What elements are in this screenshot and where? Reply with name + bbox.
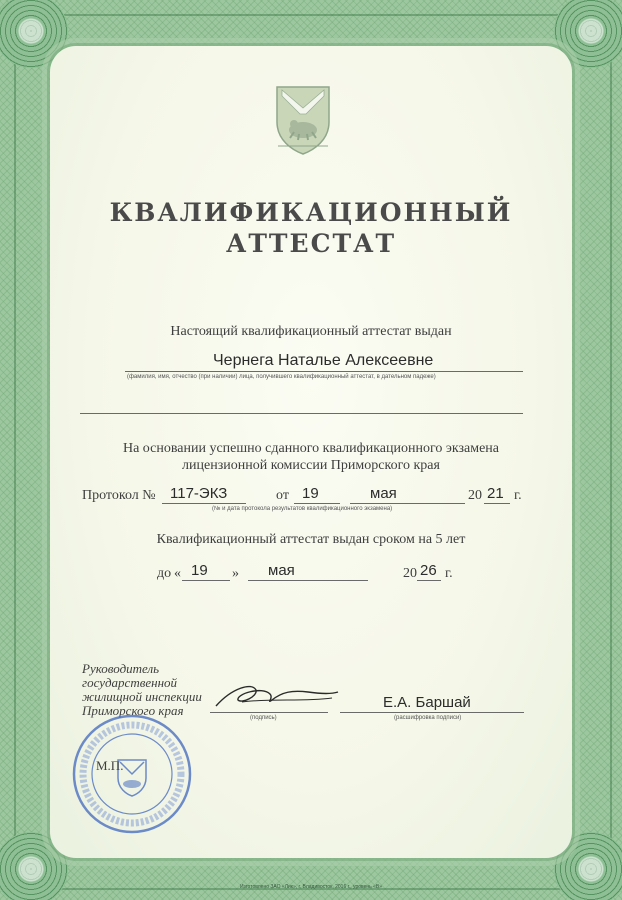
- valid-until-year-line: [417, 580, 441, 581]
- issued-to-text: Настоящий квалификационный аттестат выдан: [170, 324, 452, 339]
- official-stamp-icon: [70, 712, 194, 836]
- protocol-year-line: [484, 503, 510, 504]
- protocol-year-suffix: 21: [487, 485, 504, 502]
- protocol-from-label: от: [276, 488, 289, 503]
- valid-until-year-prefix: 20: [403, 566, 417, 581]
- protocol-day: 19: [302, 485, 319, 502]
- signatory-name-caption: (расшифровка подписи): [394, 715, 462, 721]
- protocol-day-line: [294, 503, 340, 504]
- signatory-title: [82, 662, 212, 718]
- protocol-year-unit: г.: [514, 488, 522, 503]
- validity-text: Квалификационный аттестат выдан сроком на 5 лет: [156, 532, 466, 547]
- basis-line-1: На основании успешно сданного квалификационного экзамена: [122, 441, 500, 456]
- title-line-2: АТТЕСТАТ: [225, 229, 397, 258]
- valid-until-month: мая: [268, 562, 295, 579]
- protocol-number-line: [162, 503, 246, 504]
- valid-until-day-line: [182, 580, 230, 581]
- valid-until-label: до: [157, 566, 172, 581]
- protocol-label: Протокол №: [82, 488, 156, 503]
- handwritten-signature-icon: [212, 680, 342, 714]
- holder-caption: (фамилия, имя, отчество (при наличии) лица, получившего квалификационный аттестат, в дательном падеже): [127, 374, 436, 380]
- signature-line: [210, 712, 328, 713]
- signatory-line-4: Приморского края: [82, 703, 184, 718]
- holder-name-line: [125, 371, 523, 372]
- signatory-line-3: жилищной инспекции: [82, 689, 202, 704]
- protocol-month-line: [350, 503, 465, 504]
- protocol-month: мая: [370, 485, 397, 502]
- title-line-1: КВАЛИФИКАЦИОННЫЙ: [109, 198, 513, 227]
- valid-until-year-unit: г.: [445, 566, 453, 581]
- valid-until-month-line: [248, 580, 368, 581]
- coat-of-arms-icon: [274, 84, 332, 156]
- valid-until-day: 19: [191, 562, 208, 579]
- blank-line: [80, 413, 523, 414]
- basis-line-2: лицензионной комиссии Приморского края: [182, 458, 440, 473]
- valid-until-year-suffix: 26: [420, 562, 437, 579]
- valid-until-close-quote: »: [232, 566, 239, 581]
- protocol-caption: (№ и дата протокола результатов квалификационного экзамена): [212, 506, 393, 512]
- stamp-mark: М.П.: [96, 758, 124, 773]
- signatory-name: Е.А. Баршай: [383, 694, 471, 711]
- signatory-line-2: государственной: [82, 675, 178, 690]
- valid-until-open-quote: «: [174, 566, 181, 581]
- signatory-name-line: [340, 712, 524, 713]
- printer-footer: Изготовлено ЗАО «Лик», г. Владивосток, 2016 г., уровень «В»: [239, 884, 383, 890]
- protocol-number: 117-ЭКЗ: [170, 485, 228, 502]
- holder-name: Чернега Наталье Алексеевне: [213, 352, 434, 369]
- signature-caption: (подпись): [250, 715, 277, 721]
- protocol-year-prefix: 20: [468, 488, 482, 503]
- signatory-line-1: Руководитель: [82, 661, 160, 676]
